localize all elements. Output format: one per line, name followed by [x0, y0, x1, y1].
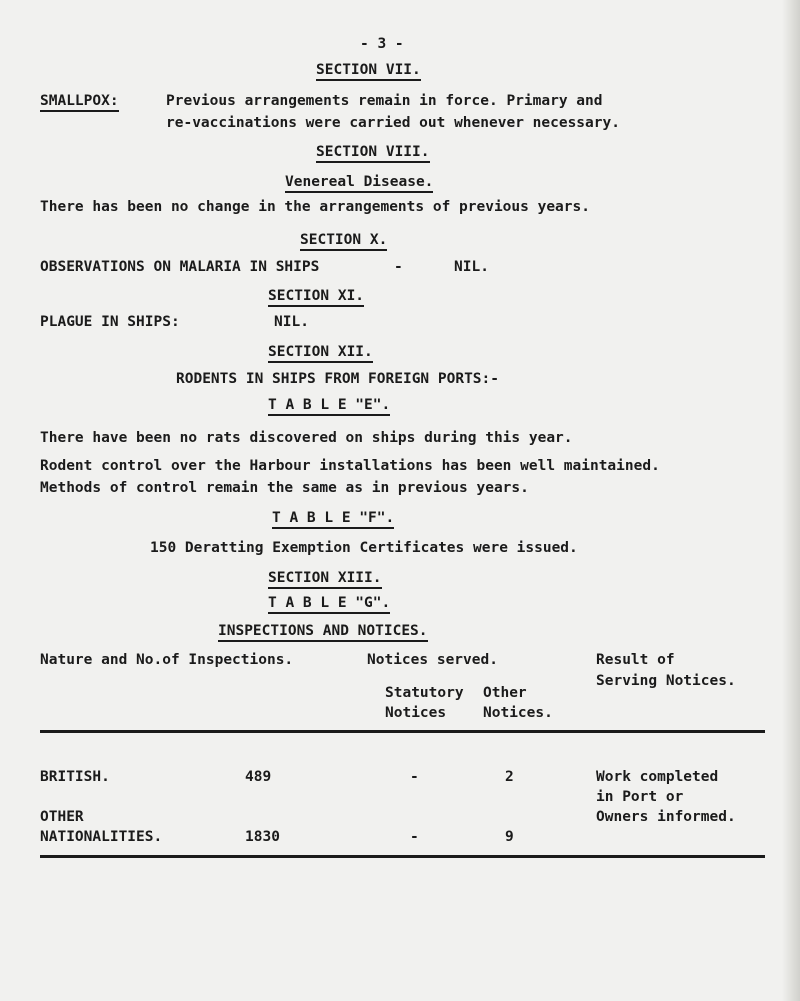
section-xi-heading: SECTION XI.: [268, 289, 364, 307]
venereal-disease-text: There has been no change in the arrangements of previous years.: [40, 199, 590, 215]
table-f-heading: T A B L E "F".: [272, 511, 394, 529]
malaria-label: OBSERVATIONS ON MALARIA IN SHIPS: [40, 259, 320, 275]
row-british-other: 2: [505, 769, 514, 785]
inspections-notices-heading: INSPECTIONS AND NOTICES.: [218, 624, 428, 642]
row-other-inspections: 1830: [245, 829, 280, 845]
section-vii-heading: SECTION VII.: [316, 63, 421, 81]
column-header-result-line-2: Serving Notices.: [596, 673, 736, 689]
section-viii-heading: SECTION VIII.: [316, 145, 430, 163]
rats-text: There have been no rats discovered on ships during this year.: [40, 430, 573, 446]
column-header-other-line-1: Other: [483, 685, 527, 701]
row-british-statutory: -: [410, 769, 419, 785]
section-xiii-heading: SECTION XIII.: [268, 571, 382, 589]
rodent-control-text-line-2: Methods of control remain the same as in previous years.: [40, 480, 529, 496]
result-line-2: in Port or: [596, 789, 684, 805]
row-other-label-line-1: OTHER: [40, 809, 84, 825]
plague-label: PLAGUE IN SHIPS:: [40, 314, 180, 330]
table-footer-rule: [40, 855, 765, 858]
column-header-notices-served: Notices served.: [367, 652, 498, 668]
table-g-heading: T A B L E "G".: [268, 596, 390, 614]
row-british-label: BRITISH.: [40, 769, 110, 785]
table-header-rule: [40, 730, 765, 733]
section-xii-heading: SECTION XII.: [268, 345, 373, 363]
row-british-inspections: 489: [245, 769, 272, 785]
row-other-other: 9: [505, 829, 514, 845]
smallpox-text-line-2: re-vaccinations were carried out whenever necessary.: [166, 115, 620, 131]
column-header-statutory-line-2: Notices: [385, 705, 447, 721]
rodents-heading: RODENTS IN SHIPS FROM FOREIGN PORTS:-: [176, 371, 500, 387]
result-line-1: Work completed: [596, 769, 719, 785]
smallpox-label: SMALLPOX:: [40, 94, 119, 112]
malaria-dash: -: [394, 259, 403, 275]
column-header-nature: Nature and No.of Inspections.: [40, 652, 294, 668]
column-header-result-line-1: Result of: [596, 652, 675, 668]
result-line-3: Owners informed.: [596, 809, 736, 825]
page-number: - 3 -: [360, 36, 404, 52]
row-other-label-line-2: NATIONALITIES.: [40, 829, 163, 845]
row-other-statutory: -: [410, 829, 419, 845]
venereal-disease-heading: Venereal Disease.: [285, 175, 433, 193]
section-x-heading: SECTION X.: [300, 233, 387, 251]
page-edge-shadow: [782, 0, 800, 1001]
plague-value: NIL.: [274, 314, 309, 330]
deratting-text: 150 Deratting Exemption Certificates were issued.: [150, 540, 578, 556]
malaria-value: NIL.: [454, 259, 489, 275]
rodent-control-text-line-1: Rodent control over the Harbour installations has been well maintained.: [40, 458, 660, 474]
smallpox-text-line-1: Previous arrangements remain in force. Primary and: [166, 93, 603, 109]
column-header-statutory-line-1: Statutory: [385, 685, 464, 701]
table-e-heading: T A B L E "E".: [268, 398, 390, 416]
column-header-other-line-2: Notices.: [483, 705, 553, 721]
